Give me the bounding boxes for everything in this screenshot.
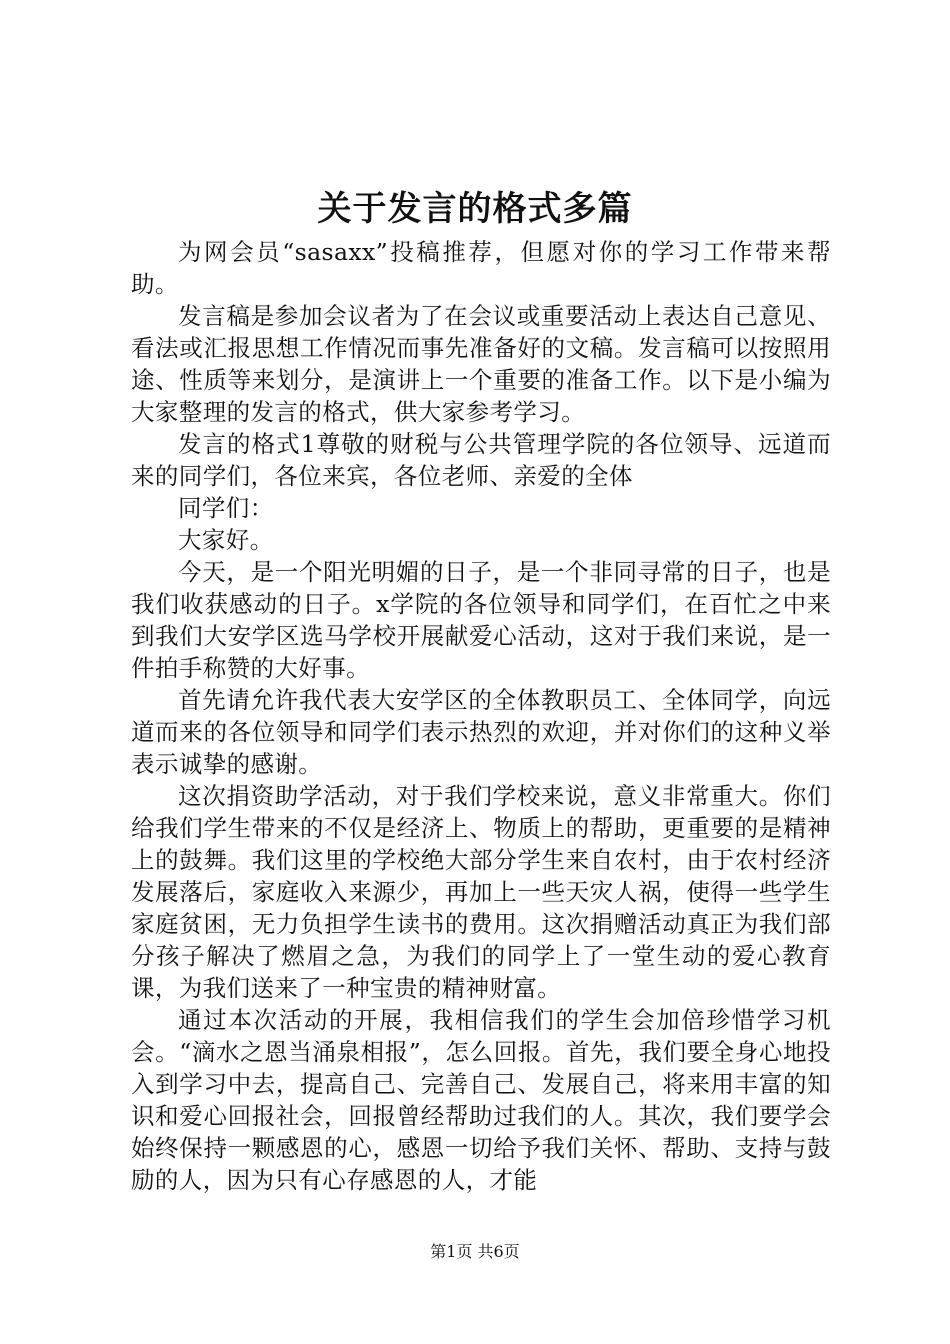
paragraph: 首先请允许我代表大安学区的全体教职员工、全体同学，向远道而来的各位领导和同学们表示热烈的欢迎，并对你们的这种义举表示诚挚的感谢。 [131,686,831,778]
page-footer: 第1页 共6页 [430,1242,520,1261]
document-title: 关于发言的格式多篇 [317,189,633,229]
paragraph: 大家好。 [178,526,274,554]
paragraph: 发言的格式1尊敬的财税与公共管理学院的各位领导、远道而来的同学们，各位来宾，各位老师、亲爱的全体 [131,430,831,490]
paragraph: 发言稿是参加会议者为了在会议或重要活动上表达自己意见、看法或汇报思想工作情况而事先准备好的文稿。发言稿可以按照用途、性质等来划分，是演讲上一个重要的准备工作。以下是小编为大家整理的发言的格式，供大家参考学习。 [131,302,831,426]
paragraph: 通过本次活动的开展，我相信我们的学生会加倍珍惜学习机会。“滴水之恩当涌泉相报”，怎么回报。首先，我们要全身心地投入到学习中去，提高自己、完善自己、发展自己，将来用丰富的知识和爱心回报社会，回报曾经帮助过我们的人。其次，我们要学会始终保持一颗感恩的心，感恩一切给予我们关怀、帮助、支持与鼓励的人，因为只有心存感恩的人，才能 [131,1006,831,1194]
paragraph: 同学们： [178,494,274,522]
paragraph: 今天，是一个阳光明媚的日子，是一个非同寻常的日子，也是我们收获感动的日子。x学院的各位领导和同学们，在百忙之中来到我们大安学区选马学校开展献爱心活动，这对于我们来说，是一件拍手称赞的大好事。 [131,558,831,682]
document-body [131,236,831,1196]
paragraph: 这次捐资助学活动，对于我们学校来说，意义非常重大。你们给我们学生带来的不仅是经济上、物质上的帮助，更重要的是精神上的鼓舞。我们这里的学校绝大部分学生来自农村，由于农村经济发展落后，家庭收入来源少，再加上一些天灾人祸，使得一些学生家庭贫困，无力负担学生读书的费用。这次捐赠活动真正为我们部分孩子解决了燃眉之急，为我们的同学上了一堂生动的爱心教育课，为我们送来了一种宝贵的精神财富。 [131,782,831,1002]
paragraph: 为网会员“sasaxx”投稿推荐，但愿对你的学习工作带来帮助。 [131,238,831,298]
